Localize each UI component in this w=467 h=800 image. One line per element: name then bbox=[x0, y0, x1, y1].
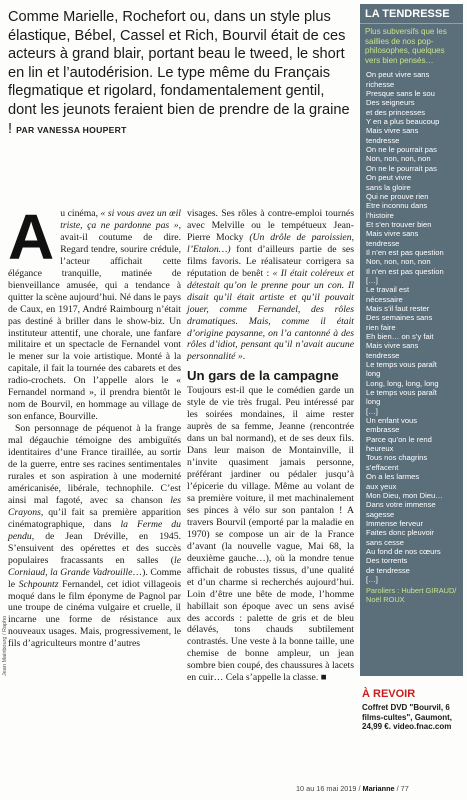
lyric-line: […] bbox=[366, 275, 378, 285]
subheading: Un gars de la campagne bbox=[187, 368, 339, 384]
lyric-line: rien faire bbox=[366, 322, 396, 332]
footer-magazine: Marianne bbox=[362, 784, 395, 793]
lyric-line: Il n’en est pas question bbox=[366, 247, 444, 257]
lyric-line: […] bbox=[366, 574, 378, 584]
lyric-line: richesse bbox=[366, 79, 395, 89]
lyric-line: On peut vivre sans bbox=[366, 70, 430, 80]
photo-credit: Jean Mainbourg / Rapho bbox=[2, 615, 8, 676]
article-intro bbox=[8, 8, 353, 139]
lyric-line: Des seigneurs bbox=[366, 98, 415, 108]
lyric-line: Non, non, non, non bbox=[366, 154, 431, 164]
lyric-line: tendresse bbox=[366, 350, 400, 360]
lyric-line: nécessaire bbox=[366, 294, 403, 304]
lyric-line: Etre inconnu dans bbox=[366, 201, 428, 211]
lyric-line: Presque sans le sou bbox=[366, 89, 435, 99]
a-revoir-title: À REVOIR bbox=[362, 688, 416, 700]
lyric-line: de tendresse bbox=[366, 565, 410, 575]
lyric-line: Y en a plus beaucoup bbox=[366, 117, 440, 127]
article-column-2 bbox=[187, 208, 354, 684]
article-paragraph: Son personnage de péquenot à la frange mal dégauchie témoigne des ambiguïtés identitaires d’une France tiraillée, au sortir de la guerre, entre ses racines sentimentales rurales et son aspiration à une modernité américanisée, libérale, technophile. C’est ainsi mal fagoté, avec sa chanson les Crayons, qu’il fait sa première apparition cinématographique, dans la Ferme du pendu, de Jean Dréville, en 1945. S’ensuivent des opérettes et des succès populaires fracassants en salles (le Corniaud, la Grande Vadrouille…). Comme le Schpountz Fernandel, cet idiot villageois moqué dans le film éponyme de Pagnol par une troupe de cinéma vulgaire et cruelle, il incarne une forme de résistance aux nouveaux usages. Mais, progressivement, le fils d’agriculteurs montre d’autres bbox=[8, 423, 182, 650]
lyric-line: tendresse bbox=[366, 238, 400, 248]
lyric-line: tendresse bbox=[366, 135, 400, 145]
lyric-line: Long, long, long, long bbox=[366, 378, 439, 388]
lyric-line: Mais vivre sans bbox=[366, 229, 419, 239]
article-paragraph: Au cinéma, « si vous avez un œil triste, ça ne pardonne pas », avait-il coutume de dire. Regard tendre, sourire crédule, l’acteur affichait cette élégance tranquille, matinée de bienveillance amusée, qui a tendance à quitter la scène aujourd’hui. Né dans le pays de Caux, en 1917, André Raimbourg n’était pas destiné à briller dans le show-biz. Un instituteur attentif, une chorale, une fanfare militaire et un spectacle de Fernandel vont le mener sur la voie artistique. Monté à la capitale, il fait la tournée des cabarets et des radio-crochets. On l’appelle alors le « Fernandel normand », il prendra bientôt le nom de Bourvil, en hommage au village de son enfance, Bourville. bbox=[8, 201, 181, 423]
lyric-line: Il n’en est pas question bbox=[366, 266, 444, 276]
lyrics-credit: Paroliers : Hubert GIRAUD/ Noël ROUX bbox=[366, 586, 457, 605]
lyric-line: On ne le pourrait pas bbox=[366, 145, 437, 155]
lyric-line: aux yeux bbox=[366, 481, 397, 491]
lyric-line: On a les larmes bbox=[366, 472, 420, 482]
sidebar-title: LA TENDRESSE bbox=[360, 4, 463, 24]
lyric-line: Dans votre immense bbox=[366, 500, 436, 510]
lyric-line: Immense ferveur bbox=[366, 518, 423, 528]
lyric-line: Qui ne prouve rien bbox=[366, 191, 429, 201]
lyric-line: Mon Dieu, mon Dieu… bbox=[366, 490, 443, 500]
lyric-line: Non, non, non, non bbox=[366, 257, 431, 267]
lyric-line: embrasse bbox=[366, 425, 400, 435]
lyric-line: sans la gloire bbox=[366, 182, 411, 192]
lyric-line: Des semaines sans bbox=[366, 313, 433, 323]
lyric-line: Au fond de nos cœurs bbox=[366, 546, 441, 556]
lyric-line: On peut vivre bbox=[366, 173, 412, 183]
lyric-line: Un enfant vous bbox=[366, 416, 418, 426]
lyric-line: Tous nos chagrins bbox=[366, 453, 428, 463]
lyric-line: long bbox=[366, 397, 381, 407]
lyric-line: Et s’en trouver bien bbox=[366, 219, 432, 229]
end-mark: ■ bbox=[320, 672, 327, 684]
lyric-line: sagesse bbox=[366, 509, 395, 519]
lyric-line: On ne le pourrait pas bbox=[366, 163, 437, 173]
intro-text: Comme Marielle, Rochefort ou, dans un style plus élastique, Bébel, Cassel et Rich, Bourvil était de ces acteurs à grand blair, portant beau le tweed, le short en lin et l’autodérision. Le type même du Français flegmatique et rigolard, fondamentalement gentil, dont les jeunots feraient bien de prendre de la graine ! bbox=[8, 9, 350, 137]
lyric-line: Parce qu’on le rend bbox=[366, 434, 432, 444]
lyric-line: Mais vivre sans bbox=[366, 341, 419, 351]
lyric-line: Le travail est bbox=[366, 285, 410, 295]
sidebar-intro: Plus subversifs que les saillies de nos pop-philosophes, quelques vers bien pensés… bbox=[365, 27, 447, 65]
page-footer bbox=[296, 784, 409, 793]
lyric-line: Faites donc pleuvoir bbox=[366, 528, 434, 538]
footer-date: 10 au 16 mai 2019 / bbox=[296, 784, 361, 793]
lyric-line: Des torrents bbox=[366, 556, 408, 566]
lyric-line: Mais s’il faut rester bbox=[366, 303, 430, 313]
lyric-line: s’effacent bbox=[366, 462, 399, 472]
lyric-line: Eh bien… on s’y fait bbox=[366, 332, 434, 341]
article-paragraph: Toujours est-il que le comédien garde un style de vie très frugal. Peu intéressé par les soirées mondaines, il aime rester auprès de sa femme, Jeanne (rencontrée dans un bal normand), et de ses deux fils. Dans leur maison de Montainville, il n’invite quasiment jamais personne, préférant jardiner ou pédaler jusqu’à l’épicerie du village. Même au volant de sa première voiture, il met machinalement ses pinces à vélo sur son pantalon ! A travers Bourvil (emporté par la maladie en 1970) se compose un air de la France d’avant (la nouvelle vague, Mai 68, la deuxième gauche…), où la mondre tenue affichait de robustes tissus, d’une qualité et d’un charme si recherchés aujourd’hui. Loin d’être une bête de mode, l’homme habillait son époque avec un sens avisé des accords : palette de gris et de bleu délavés, tons chauds subtilement contrastés. Une veste à la bonne taille, une chemise de bonne ampleur, un jean sombre bien coupé, des chaussures à lacets en cuir… Cela s’appelle la classe. ■ bbox=[187, 385, 354, 684]
a-revoir-text: Coffret DVD "Bourvil, 6 films-cultes", Gaumont, 24,99 €. video.fnac.com bbox=[362, 703, 453, 732]
sidebar-lyrics-box bbox=[360, 24, 463, 676]
lyric-line: l’histoire bbox=[366, 210, 394, 220]
lyric-line: Le temps vous paraît bbox=[366, 388, 437, 398]
drop-cap: A bbox=[8, 201, 55, 273]
footer-page-number: / 77 bbox=[396, 784, 409, 793]
lyric-line: et des princesses bbox=[366, 107, 426, 117]
lyric-line: long bbox=[366, 369, 381, 379]
lyric-line: sans cesse bbox=[366, 537, 404, 547]
a-revoir-box bbox=[362, 688, 462, 732]
article-column-1 bbox=[8, 201, 182, 650]
article-paragraph: visages. Ses rôles à contre-emploi tournés avec Melville ou le tempétueux Jean-Pierre Mocky (Un drôle de paroissien, l’Etalon…) font d’ailleurs partie de ses films favoris. Le réalisateur corrigera sa réputation de benêt : « Il était coléreux et détestait qu’on le prenne pour un con. Il disait qu’il était artiste et qu’il pouvait jouer, comme Fernandel, des rôles dramatiques. Mais, comme il était d’origine paysanne, on l’a cantonné à des rôles d’idiot, pensant qu’il n’avait aucune personnalité ». bbox=[187, 208, 354, 363]
lyric-line: Le temps vous paraît bbox=[366, 360, 437, 370]
lyric-line: […] bbox=[366, 406, 378, 416]
lyric-line: Mais vivre sans bbox=[366, 126, 419, 136]
byline: PAR VANESSA HOUPERT bbox=[16, 124, 127, 135]
lyric-line: heureux bbox=[366, 444, 394, 454]
lyrics-lines bbox=[360, 65, 463, 584]
